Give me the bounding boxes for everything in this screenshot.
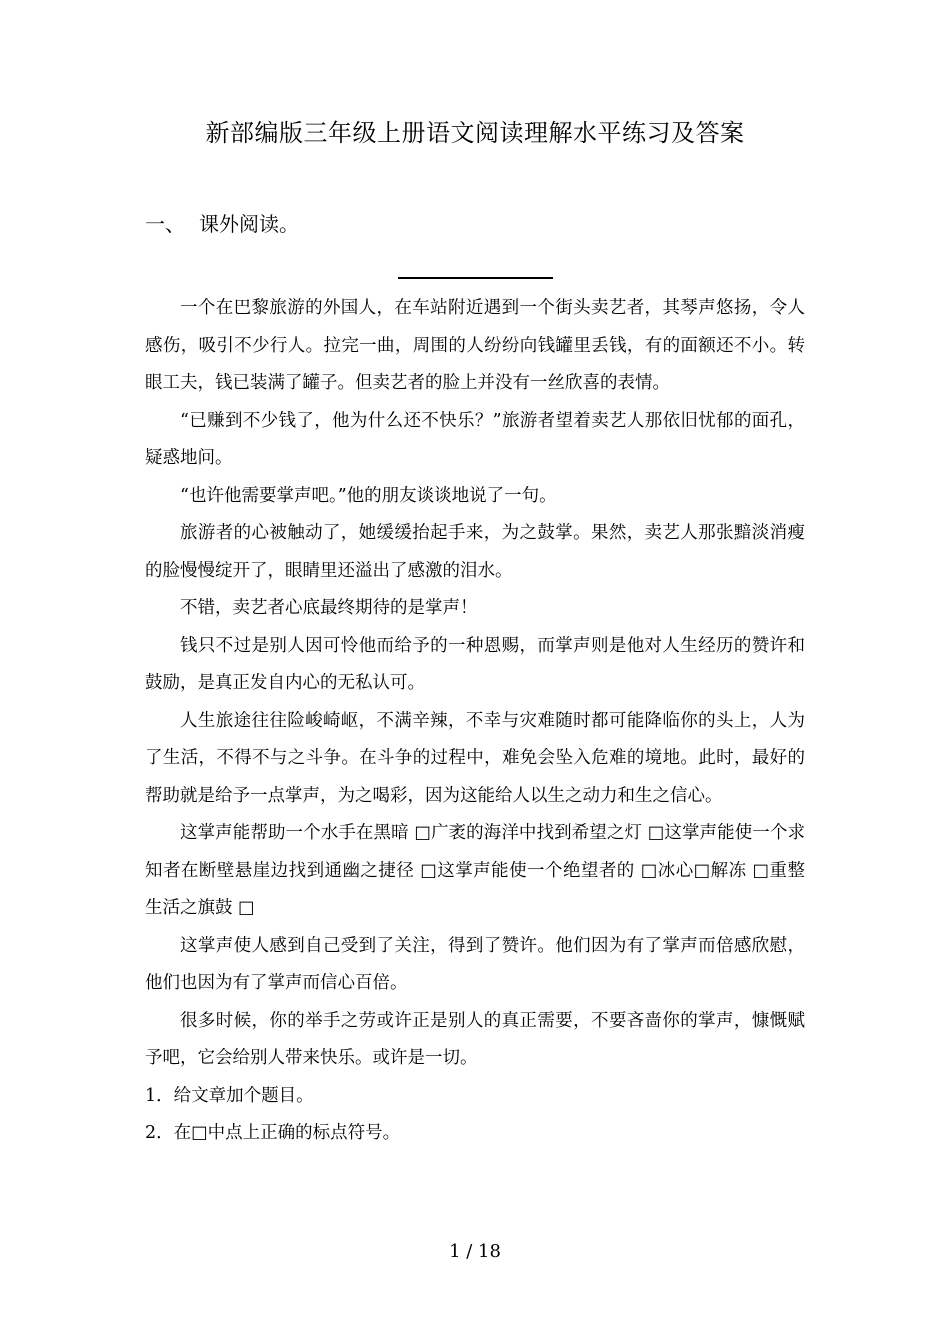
document-title: 新部编版三年级上册语文阅读理解水平练习及答案 — [205, 119, 745, 147]
section-heading-text: 课外阅读。 — [199, 212, 299, 236]
passage-paragraph: 这掌声能帮助一个水手在黑暗 □广袤的海洋中找到希望之灯 □这掌声能使一个求知者在断壁悬崖边找到通幽之捷径 □这掌声能使一个绝望者的 □冰心□解冻 □重整生活之旗鼓 □ — [145, 823, 805, 918]
passage-paragraph: “已赚到不少钱了，他为什么还不快乐？”旅游者望着卖艺人那依旧忧郁的面孔，疑惑地问。 — [145, 410, 805, 468]
passage-paragraph: 钱只不过是别人因可怜他而给予的一种恩赐，而掌声则是他对人生经历的赞许和鼓励，是真正发自内心的无私认可。 — [145, 635, 805, 693]
passage-paragraph: 人生旅途往往险峻崎岖，不满辛辣，不幸与灾难随时都可能降临你的头上，人为了生活，不得不与之斗争。在斗争的过程中，难免会坠入危难的境地。此时，最好的帮助就是给予一点掌声，为之喝彩，因为这能给人以生之动力和生之信心。 — [145, 710, 805, 806]
title-answer-blank — [398, 277, 553, 279]
section-heading — [145, 208, 299, 240]
passage-paragraph: 一个在巴黎旅游的外国人，在车站附近遇到一个街头卖艺者，其琴声悠扬，令人感伤，吸引不少行人。拉完一曲，周围的人纷纷向钱罐里丢钱，有的面额还不小。转眼工夫，钱已装满了罐子。但卖艺者的脸上并没有一丝欣喜的表情。 — [145, 298, 805, 393]
page-indicator: 1 / 18 — [449, 1241, 501, 1262]
section-number: 一、 — [145, 212, 185, 236]
reading-passage — [145, 290, 805, 1153]
passage-paragraph: 旅游者的心被触动了，她缓缓抬起手来，为之鼓掌。果然，卖艺人那张黯淡消瘦的脸慢慢绽开了，眼睛里还溢出了感激的泪水。 — [145, 523, 805, 581]
passage-paragraph: “也许他需要掌声吧。”他的朋友谈谈地说了一句。 — [180, 485, 557, 506]
passage-paragraph: 很多时候，你的举手之劳或许正是别人的真正需要，不要吝啬你的掌声，慷慨赋予吧，它会给别人带来快乐。或许是一切。 — [145, 1010, 805, 1068]
passage-paragraph: 不错，卖艺者心底最终期待的是掌声！ — [180, 598, 478, 618]
passage-paragraph: 这掌声使人感到自己受到了关注，得到了赞许。他们因为有了掌声而倍感欣慰，他们也因为有了掌声而信心百倍。 — [145, 935, 805, 993]
question-item: 1．给文章加个题目。 — [145, 1085, 314, 1106]
question-item: 2．在□中点上正确的标点符号。 — [145, 1123, 401, 1143]
